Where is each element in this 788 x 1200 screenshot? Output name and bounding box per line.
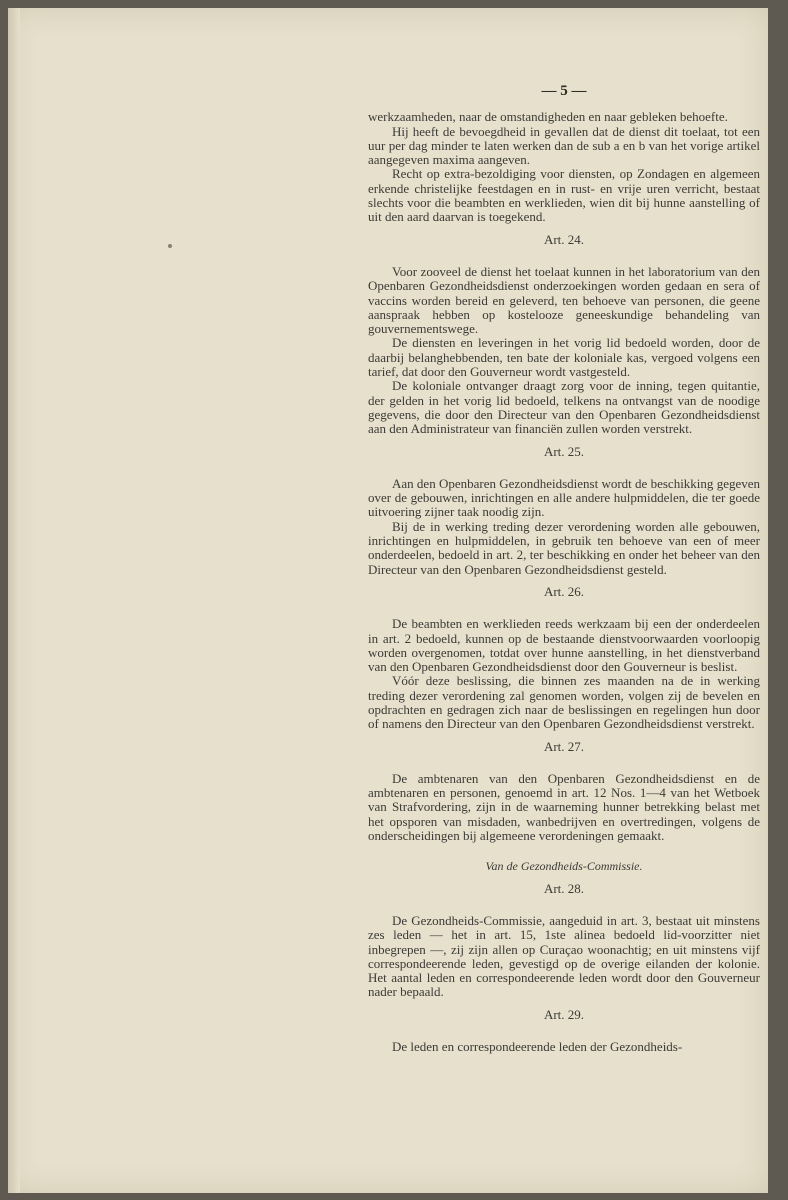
paragraph: Hij heeft de bevoegdheid in gevallen dat de dienst dit toelaat, tot een uur per dag minder te laten werken dan de sub a en b van het vorige artikel aangegeven maxima aangeven. — [368, 123, 760, 168]
page-content — [368, 84, 760, 1054]
paragraph: De Gezondheids-Commissie, aangeduid in art. 3, bestaat uit minstens zes leden — het in art. 15, 1ste alinea bedoeld lid-voorzitter niet inbegrepen —, zij zijn allen op Curaçao woonachtig; en uit minstens vijf correspondeerende leden, gevestigd op de overige eilanden der kolonie. Het aantal leden en correspondeerende leden wordt door den Gouverneur nader bepaald. — [368, 912, 760, 1000]
paragraph: werkzaamheden, naar de omstandigheden en naar gebleken behoefte. — [368, 109, 728, 125]
paragraph: De koloniale ontvanger draagt zorg voor de inning, tegen quitantie, der gelden in het vorig lid bedoeld, telkens na ontvangst van de noodige gegevens, die door den Directeur van den Openbaren Gezondheidsdienst aan den Administrateur van financiën zullen worden verstrekt. — [368, 378, 760, 437]
article-heading: Art. 28. — [543, 880, 585, 896]
paragraph: Vóór deze beslissing, die binnen zes maanden na de in werking treding dezer verordening zal genomen worden, volgen zij de bevelen en opdrachten en gedragen zich naar de beslissingen en regelingen hun door of namens den Directeur van den Openbaren Gezondheidsdienst verstrekt. — [368, 673, 760, 732]
page-number: — 5 — — [541, 83, 587, 99]
paragraph: De ambtenaren van den Openbaren Gezondheidsdienst en de ambtenaren en personen, genoemd in art. 12 Nos. 1—4 van het Wetboek van Strafvordering, zijn in de waarneming hunner betrekking belast met het opsporen van misdaden, wanbedrijven en overtredingen, volgens de onderscheidingen bij algemeene verordeningen gemaakt. — [368, 770, 760, 844]
margin-mark — [168, 244, 172, 248]
article-heading: Art. 24. — [543, 231, 585, 247]
page-fold — [8, 8, 20, 1193]
text-blocks — [368, 110, 760, 1054]
paragraph: De diensten en leveringen in het vorig lid bedoeld worden, door de daarbij belanghebbenden, ten bate der koloniale kas, vergoed volgens een tarief, dat door den Gouverneur wordt vastgesteld. — [368, 335, 760, 380]
paragraph: Recht op extra-bezoldiging voor diensten, op Zondagen en algemeen erkende christelijke feestdagen en in rust- en vrije uren verricht, bestaat slechts voor die beambten en werklieden, wien dit bij hunne aanstelling of uit den aard daarvan is toegekend. — [368, 166, 760, 225]
document-page — [8, 8, 768, 1193]
paragraph: De leden en correspondeerende leden der Gezondheids- — [392, 1039, 683, 1055]
article-heading: Art. 25. — [543, 443, 585, 459]
article-heading: Art. 27. — [543, 738, 585, 754]
section-subheading: Van de Gezondheids-Commissie. — [485, 859, 643, 874]
paragraph: Bij de in werking treding dezer verordening worden alle gebouwen, inrichtingen en hulpmiddelen, in gebruik ten behoeve van een of meer onderdeelen, bedoeld in art. 2, ter beschikking en onder het beheer van den Directeur van den Openbaren Gezondheidsdienst gesteld. — [368, 518, 760, 577]
article-heading: Art. 26. — [543, 583, 585, 599]
paragraph: De beambten en werklieden reeds werkzaam bij een der onderdeelen in art. 2 bedoeld, kunnen op de bestaande dienstvoorwaarden voorloopig worden overgenomen, totdat over hunne aanstelling, in het dienstverband van den Openbaren Gezondheidsdienst door den Gouverneur is beslist. — [368, 616, 760, 675]
paragraph: Aan den Openbaren Gezondheidsdienst wordt de beschikking gegeven over de gebouwen, inrichtingen en alle andere hulpmiddelen, die ter goede uitvoering zijner taak noodig zijn. — [368, 475, 760, 520]
paragraph: Voor zooveel de dienst het toelaat kunnen in het laboratorium van den Openbaren Gezondheidsdienst onderzoekingen worden gedaan en sera of vaccins worden bereid en geleverd, ten behoeve van personen, die geene aanspraak hebben op kostelooze geneeskundige behandeling van gouvernementswege. — [368, 263, 760, 337]
article-heading: Art. 29. — [543, 1006, 585, 1022]
